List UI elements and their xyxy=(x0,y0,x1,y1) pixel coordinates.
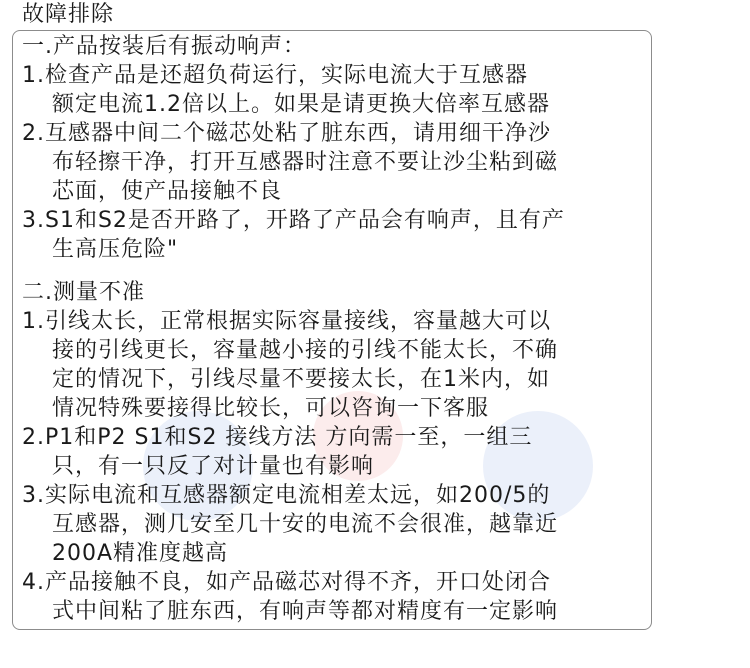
list-item-line: 只，有一只反了对计量也有影响 xyxy=(52,454,375,479)
list-item-line: 2.互感器中间二个磁芯处粘了脏东西，请用细干净沙 xyxy=(22,121,551,146)
list-item-line: 式中间粘了脏东西，有响声等都对精度有一定影响 xyxy=(52,599,559,624)
list-item-line: 额定电流1.2倍以上。如果是请更换大倍率互感器 xyxy=(52,92,550,117)
section-heading: 一.产品按装后有振动响声： xyxy=(22,34,306,59)
list-item-line: 200A精准度越高 xyxy=(52,541,229,566)
list-item-line: 3.实际电流和互感器额定电流相差太远，如200/5的 xyxy=(22,483,551,508)
page-title: 故障排除 xyxy=(22,2,115,27)
list-item-line: 芯面，使产品接触不良 xyxy=(52,179,283,204)
section-heading: 二.测量不准 xyxy=(22,280,145,305)
list-item-line: 3.S1和S2是否开路了，开路了产品会有响声，且有产 xyxy=(22,208,565,233)
list-item-line: 生高压危险" xyxy=(52,237,179,262)
list-item-line: 1.引线太长，正常根据实际容量接线，容量越大可以 xyxy=(22,309,551,334)
list-item-line: 接的引线更长，容量越小接的引线不能太长，不确 xyxy=(52,338,559,363)
list-item-line: 4.产品接触不良，如产品磁芯对得不齐，开口处闭合 xyxy=(22,570,551,595)
list-item-line: 布轻擦干净，打开互感器时注意不要让沙尘粘到磁 xyxy=(52,150,559,175)
list-item-line: 定的情况下，引线尽量不要接太长，在1米内，如 xyxy=(52,367,550,392)
list-item-line: 互感器，测几安至几十安的电流不会很准，越靠近 xyxy=(52,512,559,537)
list-item-line: 情况特殊要接得比较长，可以咨询一下客服 xyxy=(52,396,490,421)
list-item-line: 2.P1和P2 S1和S2 接线方法 方向需一至，一组三 xyxy=(22,425,533,450)
list-item-line: 1.检查产品是还超负荷运行，实际电流大于互感器 xyxy=(22,63,528,88)
